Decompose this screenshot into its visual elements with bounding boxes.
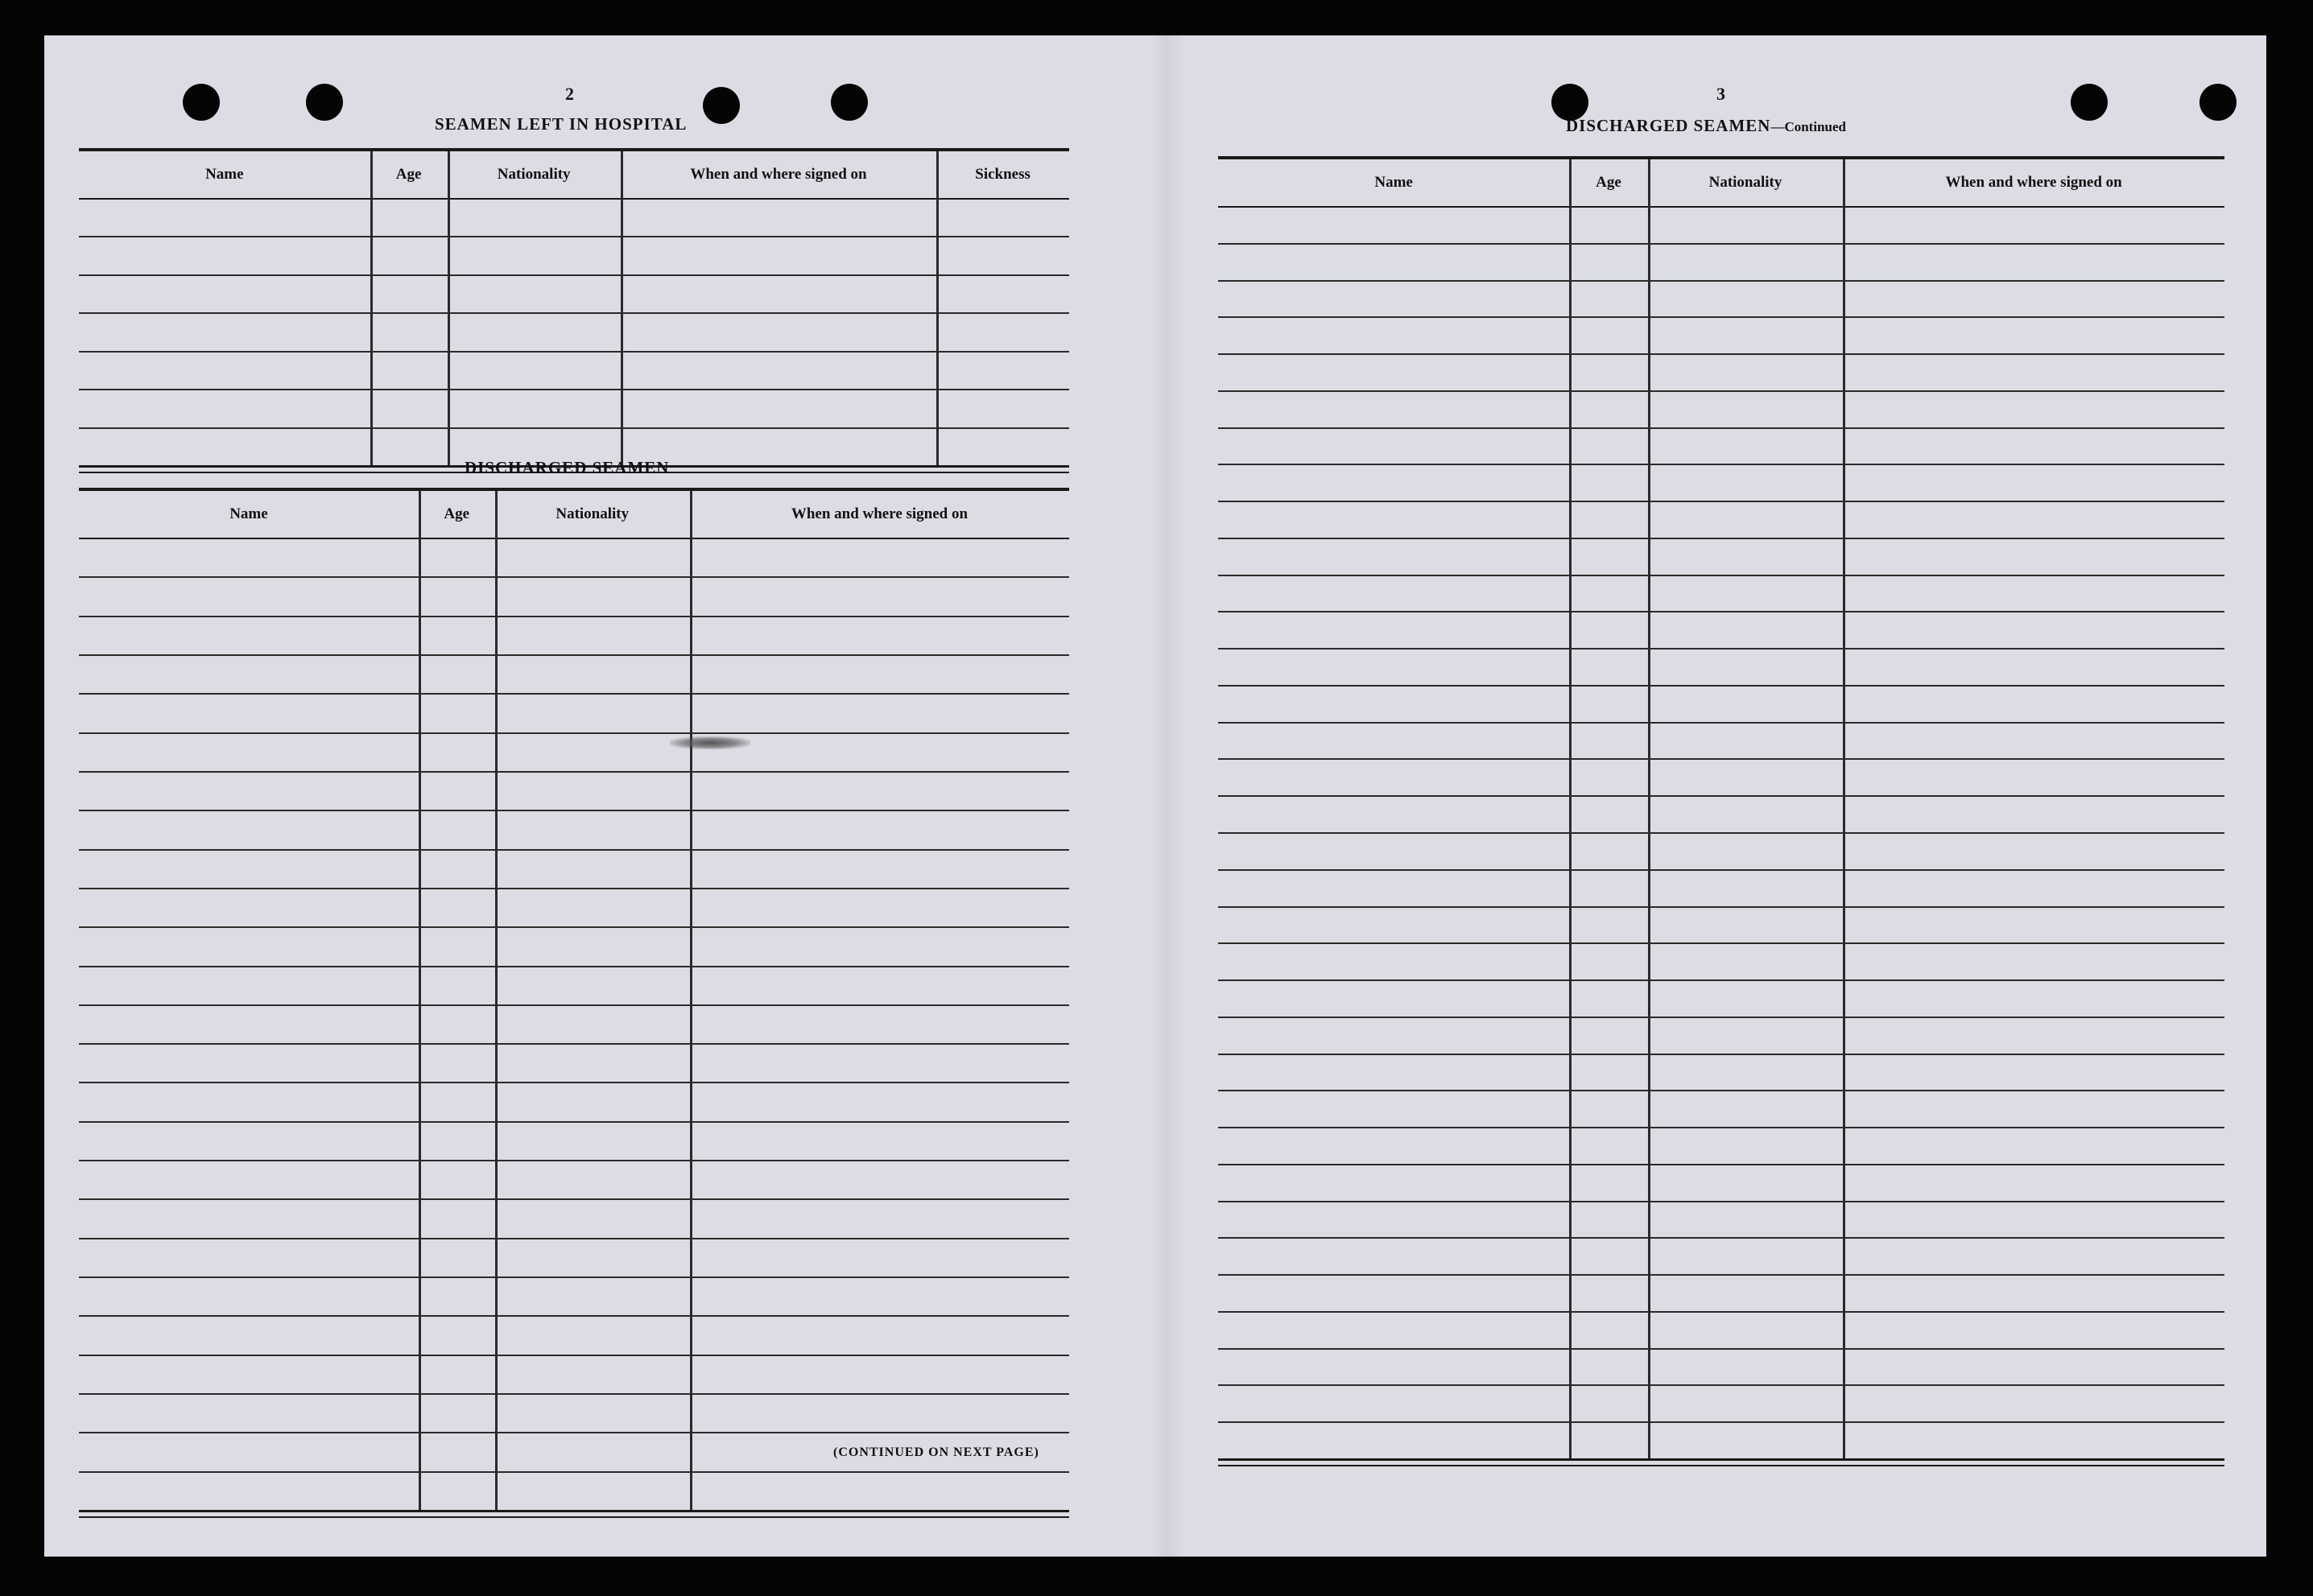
row-line: [1218, 1348, 2224, 1350]
column-header-age: Age: [395, 166, 422, 183]
row-line: [1218, 1017, 2224, 1018]
punch-hole: [831, 84, 868, 121]
column-divider: [936, 151, 939, 465]
row-line: [79, 732, 1069, 734]
page-number: 2: [565, 84, 574, 104]
column-divider: [448, 151, 450, 465]
row-line: [79, 389, 1069, 390]
row-line: [79, 576, 1069, 578]
page-fold: [1151, 35, 1183, 1557]
row-line: [1218, 353, 2224, 355]
row-line: [79, 1355, 1069, 1356]
row-line: [1218, 1127, 2224, 1128]
row-line: [1218, 942, 2224, 944]
row-line: [79, 849, 1069, 851]
row-line: [79, 693, 1069, 695]
row-line: [79, 1082, 1069, 1083]
row-line: [79, 1315, 1069, 1317]
row-line: [1218, 575, 2224, 576]
column-header-age: Age: [444, 505, 470, 522]
column-divider: [1843, 159, 1845, 1458]
column-header-name: Name: [229, 505, 268, 522]
hospital-section-title: SEAMEN LEFT IN HOSPITAL: [435, 114, 688, 134]
row-line: [79, 1043, 1069, 1045]
row-line: [79, 1198, 1069, 1200]
row-line: [79, 1393, 1069, 1395]
row-line: [1218, 1090, 2224, 1091]
punch-hole: [306, 84, 343, 121]
column-header-name: Name: [205, 166, 244, 183]
discharged-continued-table: [1218, 156, 2224, 1468]
row-line: [1218, 1237, 2224, 1239]
row-line: [1218, 501, 2224, 502]
column-divider: [1569, 159, 1572, 1458]
row-line: [1218, 869, 2224, 871]
row-line: [79, 236, 1069, 237]
row-line: [1218, 390, 2224, 392]
row-line: [1218, 1274, 2224, 1276]
row-line: [79, 274, 1069, 276]
punch-hole: [183, 84, 220, 121]
row-line: [1218, 1201, 2224, 1202]
column-header-nationality: Nationality: [556, 505, 630, 522]
discharged-section-title: DISCHARGED SEAMEN: [465, 458, 670, 477]
row-line: [79, 1238, 1069, 1239]
table-top-rule: [79, 148, 1069, 151]
continued-section-title: [1566, 116, 1846, 136]
row-line: [1218, 1054, 2224, 1055]
row-line: [79, 1471, 1069, 1473]
row-line: [79, 771, 1069, 773]
row-line: [1218, 464, 2224, 465]
row-line: [1218, 280, 2224, 282]
row-line: [1218, 243, 2224, 245]
column-header-sickness: Sickness: [975, 166, 1031, 183]
column-header-name: Name: [1374, 174, 1413, 191]
column-header-signed-on: When and where signed on: [690, 166, 867, 183]
row-line: [79, 888, 1069, 889]
row-line: [1218, 538, 2224, 539]
row-line: [79, 1004, 1069, 1006]
discharged-table: [79, 488, 1069, 1520]
row-line: [1218, 685, 2224, 687]
row-line: [1218, 648, 2224, 650]
form-sheet: [44, 35, 2266, 1557]
table-bottom-rule: [1218, 1465, 2224, 1466]
row-line: [1218, 1311, 2224, 1313]
table-bottom-rule: [79, 1516, 1069, 1518]
column-divider: [370, 151, 373, 465]
table-bottom-rule: [79, 1510, 1069, 1512]
column-divider: [495, 491, 498, 1510]
column-divider: [1648, 159, 1650, 1458]
column-divider: [419, 491, 421, 1510]
column-header-nationality: Nationality: [497, 166, 571, 183]
column-header-signed-on: When and where signed on: [1945, 174, 2122, 191]
header-rule: [1218, 206, 2224, 208]
row-line: [1218, 722, 2224, 724]
row-line: [1218, 1164, 2224, 1165]
ink-smudge: [670, 736, 750, 749]
row-line: [79, 926, 1069, 928]
row-line: [1218, 1384, 2224, 1386]
page-number: 3: [1716, 84, 1725, 104]
row-line: [1218, 906, 2224, 908]
row-line: [1218, 427, 2224, 429]
section-title-suffix: —Continued: [1770, 119, 1846, 134]
column-header-signed-on: When and where signed on: [791, 505, 969, 522]
row-line: [1218, 758, 2224, 760]
row-line: [79, 427, 1069, 429]
row-line: [79, 1432, 1069, 1433]
row-line: [1218, 832, 2224, 834]
punch-hole: [2199, 84, 2237, 121]
row-line: [1218, 1421, 2224, 1423]
column-divider: [690, 491, 692, 1510]
row-line: [1218, 979, 2224, 981]
hospital-table: [79, 148, 1069, 475]
table-bottom-rule: [1218, 1458, 2224, 1461]
row-line: [79, 616, 1069, 617]
punch-hole: [2071, 84, 2108, 121]
header-rule: [79, 538, 1069, 539]
continued-note: (CONTINUED ON NEXT PAGE): [833, 1445, 1039, 1459]
row-line: [79, 1160, 1069, 1161]
row-line: [79, 1121, 1069, 1123]
header-rule: [79, 198, 1069, 200]
section-title-text: DISCHARGED SEAMEN: [1566, 116, 1771, 135]
row-line: [1218, 795, 2224, 797]
row-line: [79, 654, 1069, 656]
column-header-nationality: Nationality: [1708, 174, 1782, 191]
punch-hole: [703, 87, 740, 124]
row-line: [1218, 611, 2224, 612]
row-line: [1218, 316, 2224, 318]
table-top-rule: [1218, 156, 2224, 159]
row-line: [79, 351, 1069, 353]
row-line: [79, 312, 1069, 314]
column-header-age: Age: [1596, 174, 1621, 191]
column-divider: [621, 151, 623, 465]
row-line: [79, 1276, 1069, 1278]
row-line: [79, 810, 1069, 811]
table-top-rule: [79, 488, 1069, 491]
row-line: [79, 966, 1069, 967]
